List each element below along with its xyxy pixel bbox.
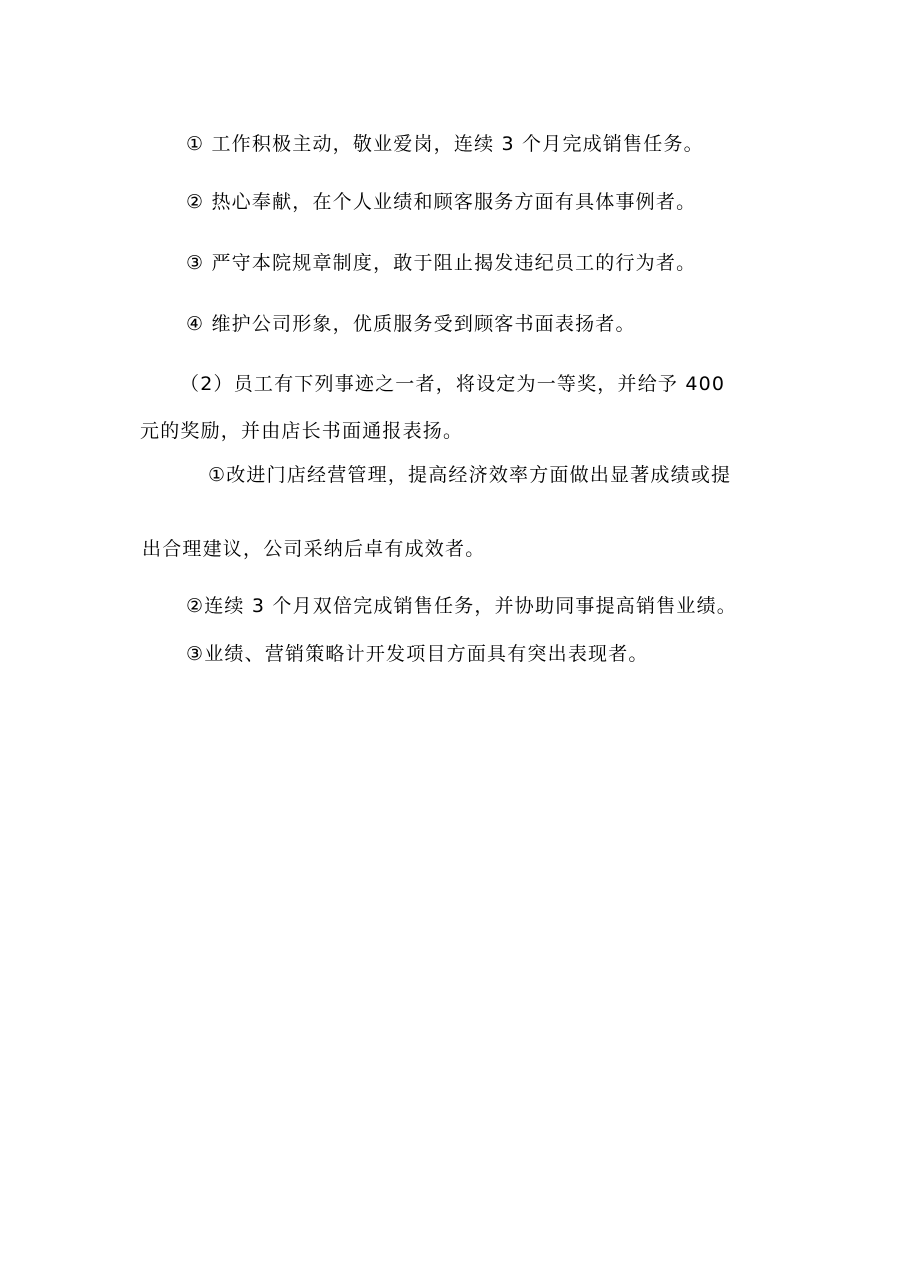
first-prize-criterion-2-line: ②连续 3 个月双倍完成销售任务，并协助同事提高销售业绩。: [186, 595, 738, 617]
criterion-3-line: ③ 严守本院规章制度，敢于阻止揭发违纪员工的行为者。: [186, 252, 697, 274]
first-prize-criterion-1-continuation: 出合理建议，公司采纳后卓有成效者。: [142, 538, 486, 560]
criterion-2-line: ② 热心奉献，在个人业绩和顾客服务方面有具体事例者。: [186, 191, 697, 213]
criterion-1-line: ① 工作积极主动，敬业爱岗，连续 3 个月完成销售任务。: [186, 133, 704, 155]
first-prize-criterion-1-line: ①改进门店经营管理，提高经济效率方面做出显著成绩或提: [208, 464, 732, 486]
criterion-4-line: ④ 维护公司形象，优质服务受到顾客书面表扬者。: [186, 313, 636, 335]
section-2-continuation-line: 元的奖励，并由店长书面通报表扬。: [140, 420, 464, 442]
section-2-heading-line: （2）员工有下列事迹之一者，将设定为一等奖，并给予 400: [180, 373, 726, 395]
first-prize-criterion-3-line: ③业绩、营销策略计开发项目方面具有突出表现者。: [186, 643, 649, 665]
